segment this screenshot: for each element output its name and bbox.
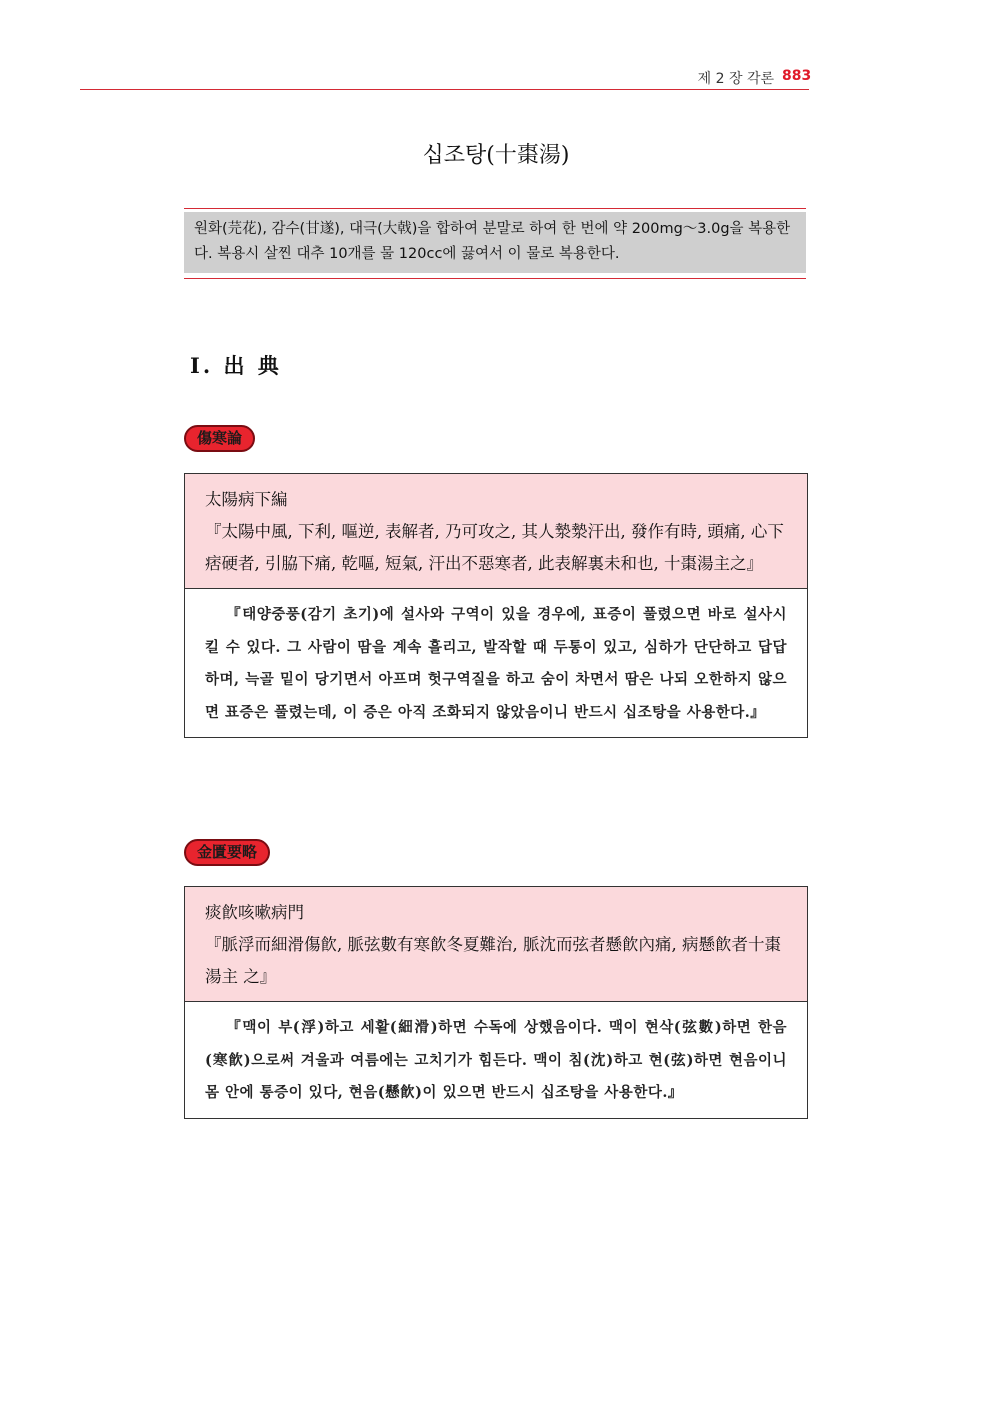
translation-text: 『태양중풍(감기 초기)에 설사와 구역이 있을 경우에, 표증이 풀렸으면 바로 설사시킬 수 있다. 그 사람이 땀을 계속 흘리고, 발작할 때 두통이 있고, 심하가 단단하고 답답하며, 늑골 밑이 당기면서 아프며 헛구역질을 하고 숨이 차면서 땀은 나되 오한하지 않으면 표증은 풀렸는데, 이 증은 아직 조화되지 않았음이니 반드시 십조탕을 사용한다.』 <box>205 606 787 721</box>
source-quote-box <box>184 473 808 738</box>
summary-top-rule <box>184 208 806 209</box>
summary-box: 원화(芫花), 감수(甘遂), 대극(大戟)을 합하여 분말로 하여 한 번에 약 200mg～3.0g을 복용한다. 복용시 살찐 대추 10개를 물 120cc에 끓여서 이 물로 복용한다. <box>184 212 806 273</box>
chapter-label: 제 2 장 각론 <box>697 71 774 87</box>
page-title: 십조탕(十棗湯) <box>422 143 570 168</box>
header-divider <box>80 89 809 90</box>
source-quote-box <box>184 886 808 1119</box>
summary-bottom-rule <box>184 278 806 279</box>
source-badge-shanghan: 傷寒論 <box>184 425 255 452</box>
classical-text-block <box>185 474 807 589</box>
classical-text-block <box>185 887 807 1002</box>
translation-block <box>185 1002 807 1118</box>
classical-text: 『太陽中風, 下利, 嘔逆, 表解者, 乃可攻之, 其人漐漐汗出, 發作有時, 頭痛, 心下痞硬者, 引脇下痛, 乾嘔, 短氣, 汗出不惡寒者, 此表解裏未和也, 十棗湯主之』 <box>205 522 784 573</box>
classical-heading: 痰飮咳嗽病門 <box>205 903 304 922</box>
page-number: 883 <box>782 68 812 84</box>
translation-text: 『맥이 부(浮)하고 세활(細滑)하면 수독에 상했음이다. 맥이 현삭(弦數)하면 한음(寒飮)으로써 겨울과 여름에는 고치기가 힘든다. 맥이 침(沈)하고 현(弦)하면 현음이니 몸 안에 통증이 있다, 현음(懸飮)이 있으면 반드시 십조탕을 사용한다.』 <box>205 1019 787 1101</box>
source-badge-jinkui: 金匱要略 <box>184 839 270 866</box>
classical-text: 『脈浮而細滑傷飮, 脈弦數有寒飮冬夏難治, 脈沈而弦者懸飮內痛, 病懸飮者十棗湯主 之』 <box>205 935 781 986</box>
section-heading: Ⅰ. 出 典 <box>190 353 282 378</box>
translation-block <box>185 589 807 737</box>
classical-heading: 太陽病下編 <box>205 490 288 509</box>
